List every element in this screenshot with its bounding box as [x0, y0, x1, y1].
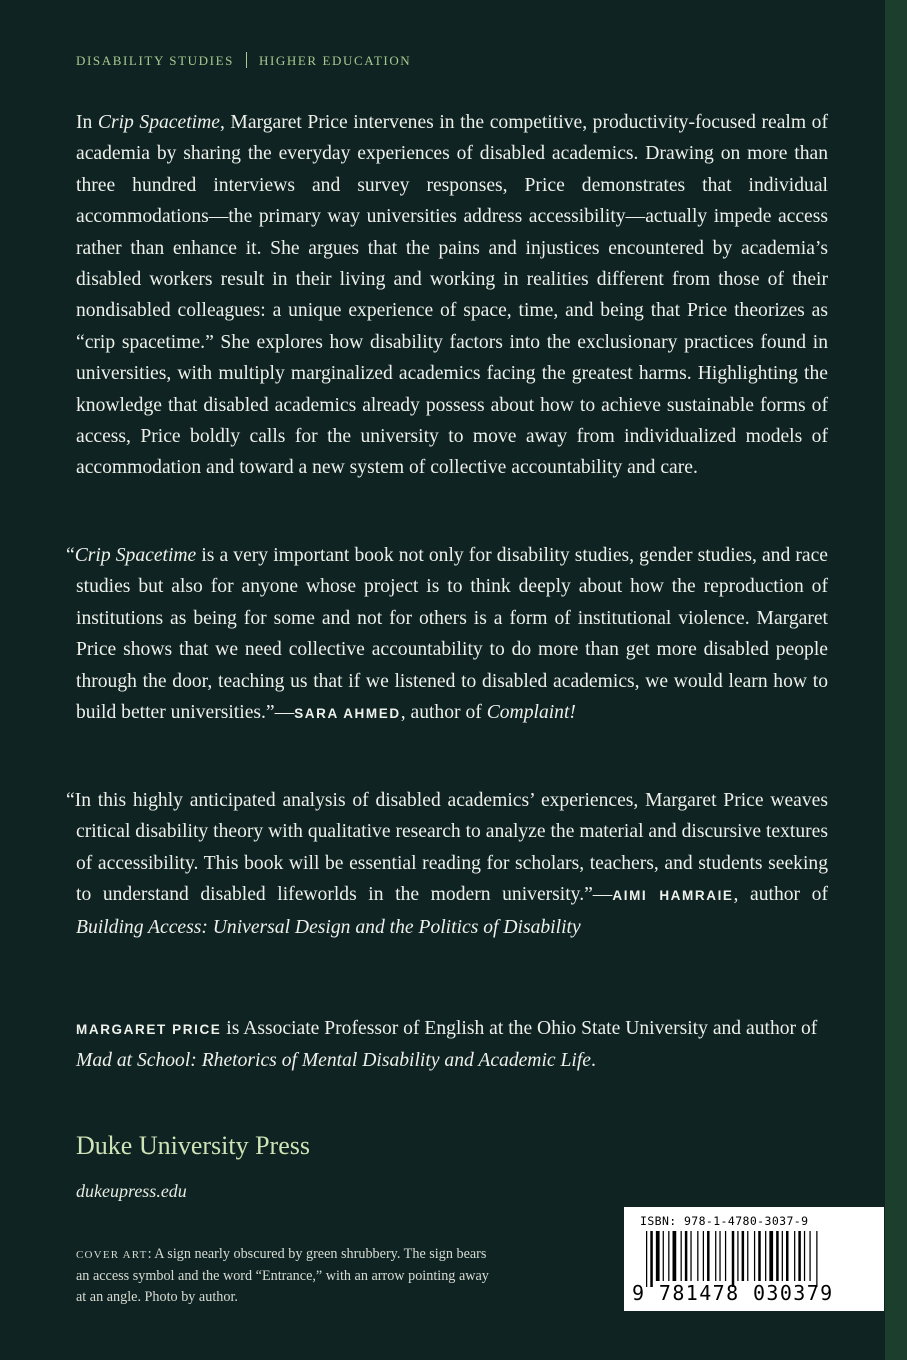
- barcode-bar: [747, 1231, 748, 1281]
- cover-art-label: COVER ART: [76, 1249, 148, 1261]
- barcode-bar: [754, 1231, 755, 1281]
- isbn-label: ISBN: 978-1-4780-3037-9: [640, 1214, 809, 1228]
- category-disability-studies: DISABILITY STUDIES: [76, 53, 234, 68]
- barcode-bar: [816, 1231, 817, 1287]
- barcode-bar: [697, 1231, 698, 1281]
- bio-author-work: Mad at School: Rhetorics of Mental Disability and Academic Life: [76, 1050, 591, 1072]
- barcode-bar: [715, 1231, 716, 1281]
- barcode-bar: [707, 1231, 710, 1281]
- category-higher-education: HIGHER EDUCATION: [258, 53, 412, 68]
- barcode-bar: [690, 1231, 691, 1281]
- blurb-sara-ahmed: “Crip Spacetime is a very important book not only for disability studies, gender studies, and race studies but also for anyone whose project is to think deeply about how the reproduction of institutions as being for some and not for others is a form of institutional violence. Margaret Price shows that we need collective accountability to do more than get more disabled people through the door, teaching us that if we listened to disabled academics, we would learn how to build better universities.”—SARA AHMED, author of Complaint!: [66, 545, 828, 724]
- publisher-name: Duke University Press: [76, 1131, 310, 1160]
- cover-art-credit: COVER ART: A sign nearly obscured by green shrubbery. The sign bears an access symbol and the word “Entrance,” with an arrow pointing away at an angle. Photo by author.: [76, 1246, 489, 1305]
- barcode-bar: [668, 1231, 669, 1281]
- publisher-website: dukeupress.edu: [76, 1181, 187, 1201]
- barcode-bar: [685, 1231, 688, 1281]
- barcode-bar: [703, 1231, 704, 1281]
- blurb-author-work: Complaint!: [486, 702, 576, 724]
- barcode-bar: [798, 1231, 801, 1281]
- barcode-bar: [719, 1231, 720, 1281]
- barcode-bar: [782, 1231, 783, 1281]
- barcode-bar: [794, 1231, 795, 1281]
- bio-author-name: MARGARET PRICE: [76, 1022, 222, 1037]
- barcode-bar: [725, 1231, 726, 1281]
- category-separator: [246, 52, 247, 68]
- barcode-bar: [769, 1231, 773, 1281]
- blurb-author-work: Building Access: Universal Design and the Politics of Disability: [76, 916, 581, 938]
- barcode-bar: [804, 1231, 805, 1281]
- category-line: [76, 52, 411, 69]
- barcode-bar: [681, 1231, 682, 1281]
- blurb-author-name: SARA AHMED: [294, 706, 401, 722]
- barcode-bar: [776, 1231, 779, 1281]
- barcode-bar: [765, 1231, 766, 1281]
- blurb-aimi-hamraie: “In this highly anticipated analysis of disabled academics’ experiences, Margaret Price weaves critical disability theory with qualitative research to analyze the material and discursive textures of accessibility. This book will be essential reading for scholars, teachers, and students seeking to understand disabled lifeworlds in the modern university.”—AIMI HAMRAIE, author of Building Access: Universal Design and the Politics of Disability: [66, 790, 828, 938]
- author-bio: MARGARET PRICE is Associate Professor of English at the Ohio State University and author of Mad at School: Rhetorics of Mental Disability and Academic Life.: [76, 1018, 818, 1072]
- spine-edge-strip: [885, 0, 907, 1360]
- barcode-bar: [742, 1231, 745, 1281]
- isbn-barcode: [624, 1207, 884, 1311]
- barcode-bar: [732, 1231, 735, 1287]
- barcode-bar: [646, 1231, 647, 1287]
- barcode-bar: [663, 1231, 664, 1281]
- barcode-bar: [786, 1231, 789, 1281]
- ean-digits: 9 781478 030379: [632, 1281, 834, 1305]
- barcode-bar: [758, 1231, 761, 1281]
- barcode-bar: [673, 1231, 677, 1281]
- barcode-bar: [737, 1231, 738, 1281]
- blurb-author-name: AIMI HAMRAIE: [612, 888, 734, 904]
- barcode-bar: [809, 1231, 810, 1281]
- book-title-inline: Crip Spacetime: [97, 112, 220, 133]
- barcode-bar: [656, 1231, 660, 1281]
- book-description: In Crip Spacetime, Margaret Price intervenes in the competitive, productivity-focused realm of academia by sharing the everyday experiences of disabled academics. Drawing on more than three hundred interviews and survey responses, Price demonstrates that individual accommodations—the primary way universities address accessibility—actually impede access rather than enhance it. She argues that the pains and injustices encountered by academia’s disabled workers result in their living and working in realities different from those of their nondisabled colleagues: a unique experience of space, time, and being that Price theorizes as “crip spacetime.” She explores how disability factors into the exclusionary practices found in universities, with multiply marginalized academics facing the greatest harms. Highlighting the knowledge that disabled academics already possess about how to achieve sustainable forms of access, Price boldly calls for the university to move away from individualized models of accommodation and toward a new system of collective accountability and care.: [76, 112, 828, 479]
- barcode-bar: [650, 1231, 653, 1287]
